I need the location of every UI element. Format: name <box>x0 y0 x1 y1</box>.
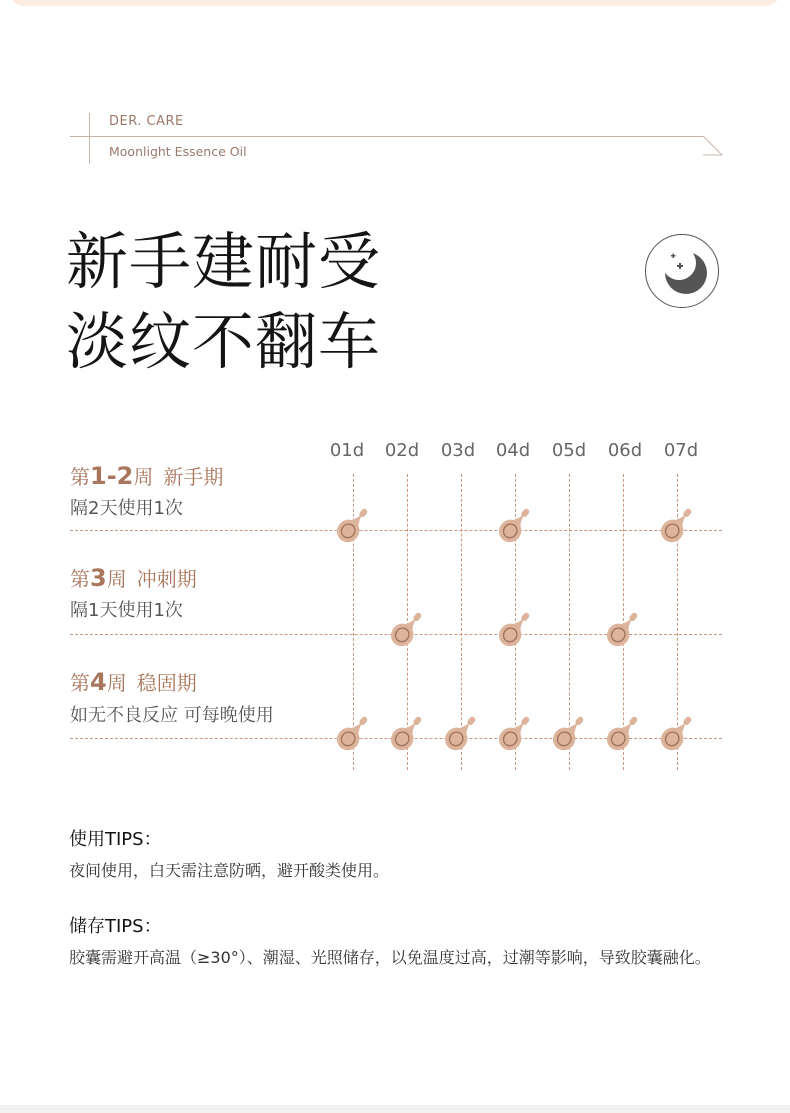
top-decor-strip <box>10 0 780 6</box>
capsule-icon <box>659 503 697 545</box>
phase-prefix: 第 <box>70 465 90 489</box>
capsule-icon <box>659 711 697 753</box>
phase-prefix: 第 <box>70 671 90 695</box>
phase-description: 如无不良反应 可每晚使用 <box>70 705 274 726</box>
moon-stars-icon <box>645 234 719 308</box>
capsule-icon <box>389 711 427 753</box>
capsule-icon <box>389 607 427 649</box>
phase-week-number: 3 <box>90 564 107 592</box>
phase-name: 新手期 <box>163 465 224 489</box>
phase-description: 隔1天使用1次 <box>70 600 183 621</box>
day-label: 04d <box>495 440 531 461</box>
brand-divider-horizontal <box>70 136 704 137</box>
bottom-decor-strip <box>0 1105 790 1113</box>
phase-title <box>70 461 223 490</box>
phase-title <box>70 563 197 592</box>
day-label: 03d <box>440 440 476 461</box>
phase-prefix: 第 <box>70 567 90 591</box>
headline-line-1: 新手建耐受 <box>66 225 382 298</box>
brand-divider-vertical <box>89 113 90 164</box>
storage-tips-title: 储存TIPS： <box>69 916 162 937</box>
capsule-icon <box>497 503 535 545</box>
phase-gridline <box>70 530 722 531</box>
headline <box>66 222 381 382</box>
phase-week-number: 4 <box>90 668 107 696</box>
capsule-icon <box>443 711 481 753</box>
capsule-icon <box>335 711 373 753</box>
brand-corner-triangle <box>702 136 724 156</box>
phase-name: 冲刺期 <box>136 567 197 591</box>
capsule-icon <box>605 607 643 649</box>
product-name: Moonlight Essence Oil <box>109 144 247 159</box>
phase-name: 稳固期 <box>136 671 197 695</box>
usage-tips-title: 使用TIPS： <box>69 829 162 850</box>
day-label: 06d <box>607 440 643 461</box>
phase-suffix: 周 <box>106 567 127 591</box>
capsule-icon <box>335 503 373 545</box>
phase-week-number: 1-2 <box>90 462 134 490</box>
phase-suffix: 周 <box>133 465 154 489</box>
phase-suffix: 周 <box>106 671 127 695</box>
capsule-icon <box>551 711 589 753</box>
day-label: 01d <box>329 440 365 461</box>
headline-line-2: 淡纹不翻车 <box>66 305 382 378</box>
capsule-icon <box>497 711 535 753</box>
day-label: 07d <box>663 440 699 461</box>
capsule-icon <box>605 711 643 753</box>
phase-description: 隔2天使用1次 <box>70 498 183 519</box>
usage-tips-body: 夜间使用，白天需注意防晒，避开酸类使用。 <box>69 861 390 880</box>
day-label: 05d <box>551 440 587 461</box>
day-label: 02d <box>384 440 420 461</box>
brand-name: DER. CARE <box>109 114 184 129</box>
capsule-icon <box>497 607 535 649</box>
storage-tips-body: 胶囊需避开高温（≥30°）、潮湿、光照储存，以免温度过高，过潮等影响，导致胶囊融化。 <box>69 948 711 967</box>
phase-title <box>70 667 197 696</box>
